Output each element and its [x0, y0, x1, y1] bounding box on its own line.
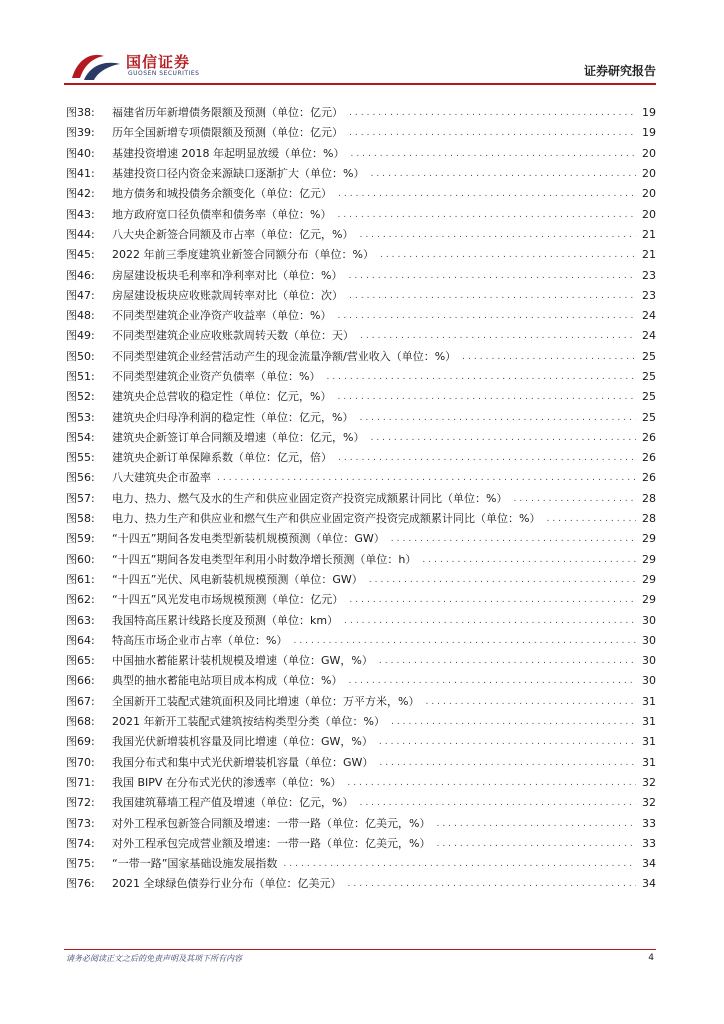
dot-leader [436, 837, 636, 851]
figure-title: 建筑央企归母净利润的稳定性（单位：亿元，%） [112, 410, 354, 424]
toc-entry[interactable] [66, 732, 656, 752]
figure-number: 图49: [66, 329, 95, 343]
figure-title: 基建投资增速 2018 年起明显放缓（单位：%） [112, 146, 345, 160]
toc-entry[interactable] [66, 367, 656, 387]
dot-leader [348, 269, 636, 283]
figure-page-number: 19 [642, 126, 656, 140]
dot-leader [379, 756, 636, 770]
figure-title: 2021 全球绿色债券行业分布（单位：亿美元） [112, 877, 342, 891]
dot-leader [436, 817, 636, 831]
figure-title: 对外工程承包新签合同额及增速：一带一路（单位：亿美元，%） [112, 816, 431, 830]
figure-title: 不同类型建筑企业资产负债率（单位：%） [112, 370, 321, 383]
figure-title: 2022 年前三季度建筑业新签合同额分布（单位：%） [112, 248, 374, 262]
dot-leader [391, 715, 636, 729]
figure-page-number: 34 [642, 877, 656, 891]
figure-page-number: 30 [642, 654, 656, 668]
dot-leader [349, 106, 636, 120]
figure-page-number: 19 [642, 106, 656, 120]
report-type-label: 证券研究报告 [583, 64, 656, 78]
figure-title: 基建投资口径内资金来源缺口逐渐扩大（单位：%） [112, 167, 365, 181]
figure-number: 图68: [66, 715, 95, 729]
figure-page-number: 21 [642, 227, 656, 241]
dot-leader [337, 208, 636, 222]
figure-number: 图51: [66, 370, 95, 383]
figure-title: “一带一路”国家基础设施发展指数 [112, 857, 278, 871]
figure-title: “十四五”期间各发电类型年利用小时数净增长预测（单位：h） [112, 552, 417, 566]
figure-number: 图63: [66, 613, 95, 627]
toc-entry[interactable] [66, 631, 656, 651]
figure-title: 八大央企新签合同额及市占率（单位：亿元，%） [112, 227, 354, 241]
figure-title: 全国新开工装配式建筑面积及同比增速（单位：万平方米，%） [112, 694, 420, 708]
figure-page-number: 20 [642, 187, 656, 201]
figure-title: 房屋建设板块毛利率和净利率对比（单位：%） [112, 268, 343, 282]
toc-entry[interactable] [66, 347, 656, 367]
figure-title: 福建省历年新增债务限额及预测（单位：亿元） [112, 106, 343, 120]
figure-page-number: 30 [642, 613, 656, 627]
figure-number: 图56: [66, 471, 95, 485]
dot-leader [338, 187, 636, 201]
figure-page-number: 31 [642, 755, 656, 769]
dot-leader [462, 350, 636, 364]
figure-number: 图39: [66, 126, 95, 140]
figure-number: 图52: [66, 390, 95, 404]
figure-title: 2021 年新开工装配式建筑按结构类型分类（单位：%） [112, 715, 385, 729]
dot-leader [350, 147, 636, 161]
toc-entry[interactable] [66, 184, 656, 204]
toc-entry[interactable] [66, 489, 656, 509]
dot-leader [370, 431, 636, 445]
figure-number: 图42: [66, 187, 95, 201]
toc-entry[interactable] [66, 773, 656, 793]
figure-page-number: 29 [642, 593, 656, 607]
figure-page-number: 26 [642, 471, 656, 485]
figure-page-number: 30 [642, 674, 656, 688]
figure-number: 图47: [66, 288, 95, 302]
guosen-logo [70, 48, 230, 84]
figure-title: 我国 BIPV 在分布式光伏的渗透率（单位：%） [112, 775, 342, 789]
toc-entry[interactable] [66, 123, 656, 143]
dot-leader [359, 228, 636, 242]
figure-title: 房屋建设板块应收账款周转率对比（单位：次） [112, 288, 343, 302]
figure-title: 对外工程承包完成营业额及增速：一带一路（单位：亿美元，%） [112, 836, 431, 850]
figure-page-number: 25 [642, 349, 656, 363]
figure-number: 图50: [66, 349, 95, 363]
figure-number: 图43: [66, 207, 95, 221]
dot-leader [348, 877, 637, 891]
dot-leader [338, 451, 636, 465]
figure-title: “十四五”光伏、风电新装机规模预测（单位：GW） [112, 572, 363, 586]
toc-entry[interactable] [66, 144, 656, 164]
figure-title: 典型的抽水蓄能电站项目成本构成（单位：%） [112, 674, 343, 688]
figure-number: 图69: [66, 735, 95, 749]
figure-title: 不同类型建筑企业应收账款周转天数（单位：天） [112, 329, 354, 343]
figure-page-number: 29 [642, 532, 656, 546]
figure-page-number: 24 [642, 309, 656, 323]
footer-divider [64, 949, 656, 950]
figure-title: 八大建筑央企市盈率 [112, 471, 211, 485]
toc-entry[interactable] [66, 468, 656, 488]
figure-number: 图76: [66, 877, 95, 891]
figure-title: “十四五”期间各发电类型新装机规模预测（单位：GW） [112, 532, 385, 546]
page-number: 4 [648, 953, 654, 963]
figure-page-number: 23 [642, 268, 656, 282]
toc-entry[interactable] [66, 407, 656, 427]
figure-number: 图67: [66, 694, 95, 708]
figure-title: 我国特高压累计线路长度及预测（单位：km） [112, 613, 339, 627]
figure-number: 图74: [66, 836, 95, 850]
figure-page-number: 25 [642, 370, 656, 383]
toc-entry[interactable] [66, 245, 656, 265]
figure-page-number: 32 [642, 775, 656, 789]
dot-leader [349, 126, 636, 140]
figure-number: 图62: [66, 593, 95, 607]
figure-title: 特高压市场企业市占率（单位：%） [112, 633, 288, 647]
figure-number: 图44: [66, 227, 95, 241]
dot-leader [326, 370, 636, 384]
figure-number: 图64: [66, 633, 95, 647]
figure-title: 不同类型建筑企业经营活动产生的现金流量净额/营业收入（单位：%） [112, 349, 457, 363]
toc-entry[interactable] [66, 550, 656, 570]
toc-entry[interactable] [66, 874, 656, 894]
figure-number: 图66: [66, 674, 95, 688]
figure-title: 地方债务和城投债务余额变化（单位：亿元） [112, 187, 332, 201]
figure-title: 不同类型建筑企业净资产收益率（单位：%） [112, 309, 332, 323]
toc-entry[interactable] [66, 265, 656, 285]
figure-number: 图45: [66, 248, 95, 262]
dot-leader [344, 614, 636, 628]
toc-entry[interactable] [66, 712, 656, 732]
figure-title: 电力、热力生产和供应业和燃气生产和供应业固定资产投资完成额累计同比（单位：%） [112, 512, 541, 526]
dot-leader [380, 248, 636, 262]
figure-page-number: 29 [642, 552, 656, 566]
figure-page-number: 24 [642, 329, 656, 343]
toc-entry[interactable] [66, 753, 656, 773]
logo-chinese-name: 国信证券 [126, 53, 191, 71]
dot-leader [379, 654, 636, 668]
figure-title: 建筑央企新签订单合同额及增速（单位：亿元，%） [112, 430, 365, 444]
figure-page-number: 20 [642, 207, 656, 221]
figure-page-number: 34 [642, 857, 656, 871]
figure-page-number: 20 [642, 167, 656, 181]
logo-english-name: GUOSEN SECURITIES [128, 70, 200, 77]
dot-leader [422, 553, 636, 567]
dot-leader [217, 471, 636, 485]
figure-page-number: 28 [642, 512, 656, 526]
figure-page-number: 31 [642, 735, 656, 749]
toc-entry[interactable] [66, 813, 656, 833]
toc-entry[interactable] [66, 448, 656, 468]
dot-leader [283, 857, 636, 871]
figure-title: 中国抽水蓄能累计装机规模及增速（单位：GW，%） [112, 654, 373, 668]
toc-entry[interactable] [66, 793, 656, 813]
figure-page-number: 20 [642, 146, 656, 160]
toc-entry[interactable] [66, 204, 656, 224]
figure-number: 图38: [66, 106, 95, 120]
figure-number: 图65: [66, 654, 95, 668]
toc-entry[interactable] [66, 610, 656, 630]
dot-leader [360, 329, 636, 343]
dot-leader [513, 492, 636, 506]
dot-leader [391, 532, 636, 546]
page-header [0, 0, 724, 90]
toc-entry[interactable] [66, 590, 656, 610]
toc-entry[interactable] [66, 834, 656, 854]
figure-number: 图48: [66, 309, 95, 323]
figure-title: 电力、热力、燃气及水的生产和供应业固定资产投资完成额累计同比（单位：%） [112, 491, 508, 505]
toc-entry[interactable] [66, 326, 656, 346]
toc-entry[interactable] [66, 671, 656, 691]
figure-page-number: 23 [642, 288, 656, 302]
figure-title: 建筑央企新订单保障系数（单位：亿元，倍） [112, 451, 332, 465]
figure-number: 图71: [66, 775, 95, 789]
figure-title: 我国分布式和集中式光伏新增装机容量（单位：GW） [112, 755, 374, 769]
figure-number: 图58: [66, 512, 95, 526]
figure-page-number: 30 [642, 633, 656, 647]
figure-page-number: 26 [642, 451, 656, 465]
figure-number: 图41: [66, 167, 95, 181]
figure-number: 图61: [66, 572, 95, 586]
toc-entry[interactable] [66, 509, 656, 529]
toc-entry[interactable] [66, 225, 656, 245]
header-divider [64, 83, 656, 85]
toc-entry[interactable] [66, 854, 656, 874]
figure-page-number: 26 [642, 430, 656, 444]
figure-number: 图59: [66, 532, 95, 546]
figure-title: “十四五”风光发电市场规模预测（单位：亿元） [112, 593, 344, 607]
dot-leader [359, 411, 636, 425]
figure-page-number: 33 [642, 816, 656, 830]
figure-page-number: 25 [642, 390, 656, 404]
figure-title: 历年全国新增专项债限额及预测（单位：亿元） [112, 126, 343, 140]
figure-page-number: 31 [642, 694, 656, 708]
figure-page-number: 25 [642, 410, 656, 424]
guosen-logo-icon [70, 48, 122, 82]
figure-index-list [66, 103, 656, 895]
figure-title: 建筑央企总营收的稳定性（单位：亿元，%） [112, 390, 332, 404]
figure-number: 图72: [66, 796, 95, 810]
figure-title: 我国光伏新增装机容量及同比增速（单位：GW，%） [112, 735, 373, 749]
toc-entry[interactable] [66, 692, 656, 712]
figure-number: 图54: [66, 430, 95, 444]
toc-entry[interactable] [66, 286, 656, 306]
figure-number: 图46: [66, 268, 95, 282]
dot-leader [379, 735, 636, 749]
figure-page-number: 33 [642, 836, 656, 850]
figure-number: 图40: [66, 146, 95, 160]
figure-number: 图73: [66, 816, 95, 830]
dot-leader [337, 309, 636, 323]
figure-page-number: 28 [642, 491, 656, 505]
toc-entry[interactable] [66, 570, 656, 590]
dot-leader [425, 695, 636, 709]
figure-number: 图60: [66, 552, 95, 566]
figure-page-number: 32 [642, 796, 656, 810]
toc-entry[interactable] [66, 103, 656, 123]
dot-leader [369, 573, 636, 587]
disclaimer-note: 请务必阅读正文之后的免责声明及其项下所有内容 [66, 954, 242, 963]
dot-leader [293, 634, 636, 648]
figure-page-number: 29 [642, 572, 656, 586]
toc-entry[interactable] [66, 428, 656, 448]
toc-entry[interactable] [66, 387, 656, 407]
dot-leader [359, 796, 636, 810]
figure-number: 图57: [66, 491, 95, 505]
dot-leader [349, 593, 636, 607]
dot-leader [337, 390, 636, 404]
figure-title: 地方政府宽口径负债率和债务率（单位：%） [112, 207, 332, 221]
figure-number: 图53: [66, 410, 95, 424]
figure-page-number: 21 [642, 248, 656, 262]
dot-leader [349, 289, 636, 303]
toc-entry[interactable] [66, 651, 656, 671]
toc-entry[interactable] [66, 529, 656, 549]
dot-leader [370, 167, 636, 181]
figure-number: 图55: [66, 451, 95, 465]
figure-number: 图70: [66, 755, 95, 769]
figure-title: 我国建筑幕墙工程产值及增速（单位：亿元，%） [112, 796, 354, 810]
toc-entry[interactable] [66, 164, 656, 184]
figure-page-number: 31 [642, 715, 656, 729]
figure-number: 图75: [66, 857, 95, 871]
dot-leader [348, 674, 636, 688]
dot-leader [347, 776, 636, 790]
toc-entry[interactable] [66, 306, 656, 326]
dot-leader [546, 512, 636, 526]
